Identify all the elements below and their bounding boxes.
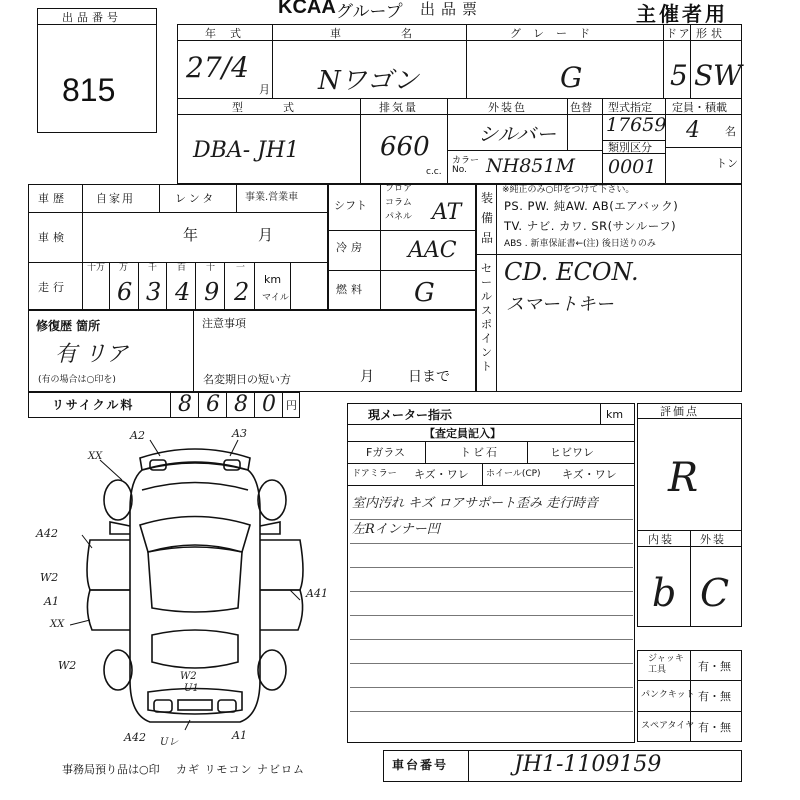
digit-header: 一 [236, 263, 246, 273]
recycle-digit: 8 [234, 392, 248, 417]
title-brand: KCAA [278, 0, 336, 18]
mark-a42-bottom: A42 [124, 731, 146, 744]
title-text: 出品票 [420, 0, 484, 18]
evaluation-score: R [668, 455, 699, 501]
mileage-label: 走行 [38, 281, 68, 294]
year-value: 27/4 [186, 51, 249, 84]
displacement-value: 660 [380, 132, 430, 162]
km-unit: km [264, 273, 282, 286]
puncture-kit-options: 有・無 [698, 690, 731, 703]
exterior-color-label: 外装色 [488, 101, 527, 114]
aircon-label: 冷房 [336, 241, 366, 254]
mileage-digit: 6 [117, 278, 133, 306]
wheel-label: ホイール(CP) [486, 469, 541, 479]
mark-a3-top: A3 [232, 427, 247, 440]
color-no-value: NH851M [486, 155, 575, 177]
repair-label: 修復歴 箇所 [36, 319, 101, 333]
mileage-digit: 4 [175, 278, 191, 306]
displacement-unit: c.c. [426, 167, 442, 177]
chassis-value: JH1-1109159 [514, 752, 662, 777]
meter-unit: km [606, 408, 624, 421]
chassis-label: 車台番号 [392, 758, 449, 772]
office-note: 事務局預り品は○印 [62, 763, 160, 776]
door-value: 5 [670, 59, 688, 92]
interior-label: 内装 [648, 533, 674, 546]
car-name-value: Nワゴン [318, 66, 419, 96]
yen-unit: 円 [286, 399, 297, 412]
capacity-label: 定員・積載 [672, 101, 727, 114]
puncture-kit-label: パンクキット [641, 690, 695, 700]
displacement-label: 排気量 [379, 101, 418, 114]
mark-a42-left: A42 [36, 527, 58, 540]
shift-value: AT [432, 200, 462, 225]
fuel-label: 燃料 [336, 283, 366, 296]
office-items: カギ リモコン ナビロム [176, 763, 305, 776]
history-private: 自家用 [96, 192, 135, 205]
mirror-label: ドアミラー [352, 469, 397, 479]
class-value: 0001 [608, 156, 657, 178]
equipment-note: ※純正のみ○印をつけて下さい。 [502, 185, 635, 195]
inspector-comment-1: 室内汚れ キズ ロアサポート歪み 走行時音 [352, 496, 599, 511]
car-name-label: 車名 [330, 27, 472, 40]
title-group: グループ [336, 2, 403, 22]
lot-number: 815 [62, 72, 116, 108]
jack-options: 有・無 [698, 660, 731, 673]
mark-xx-left: XX [50, 619, 65, 630]
mark-u-bottom: Uレ [160, 737, 179, 748]
color-no-label: カラーNo. [452, 156, 480, 175]
equipment-table [476, 184, 742, 392]
type-designation-value: 17659 [606, 114, 667, 136]
glass-crack: ヒビワレ [550, 446, 594, 459]
mark-xx-top: XX [88, 451, 103, 462]
short-period-label: 名変期日の短い方 [203, 373, 291, 386]
mark-a41-right: A41 [306, 587, 328, 600]
glass-chip: トビ石 [460, 446, 499, 459]
ton-unit: トン [716, 157, 738, 170]
inspector-comment-2: 左Rインナー凹 [352, 522, 440, 537]
interior-score: b [652, 571, 677, 615]
color-change-label: 色替 [570, 101, 592, 114]
equipment-line3: ABS . 新車保証書←(注) 後日送りのみ [504, 239, 656, 249]
mark-u1-rear: U1 [184, 683, 199, 694]
exterior-color-value: シルバー [478, 122, 557, 146]
sales-point-line2: スマートキー [506, 294, 614, 315]
mark-a1-left: A1 [44, 595, 59, 608]
type-designation-label: 型式指定 [608, 101, 652, 114]
history-label: 車歴 [38, 192, 68, 205]
spare-tire-label: スペアタイヤ [641, 721, 695, 731]
mark-a2-top: A2 [130, 429, 145, 442]
mark-w2-left2: W2 [58, 659, 77, 672]
mileage-digit: 3 [146, 278, 162, 306]
lot-number-label: 出品番号 [62, 11, 122, 24]
digit-header: 十万 [87, 263, 106, 273]
exterior-score: C [700, 571, 730, 615]
aircon-value: AAC [408, 238, 457, 263]
mark-w2-rear: W2 [180, 671, 197, 682]
mile-unit: マイル [262, 293, 289, 303]
mark-w2-left: W2 [40, 571, 59, 584]
digit-header: 十 [206, 263, 216, 273]
fuel-value: G [414, 278, 435, 308]
evaluation-label: 評価点 [660, 405, 699, 418]
spare-tire-options: 有・無 [698, 721, 731, 734]
year-label: 年式 [205, 27, 255, 40]
shift-label: シフト [334, 199, 367, 212]
month-unit: 月 [259, 83, 270, 96]
shift-floor: フロア [385, 184, 413, 194]
digit-header: 万 [119, 263, 129, 273]
mirror-options: キズ・ワレ [414, 468, 469, 481]
equipment-label: 装備品 [481, 191, 494, 245]
exterior-label: 外装 [700, 533, 726, 546]
history-rental: レンタ [175, 192, 217, 205]
jack-label: ジャッキ工具 [648, 654, 684, 675]
capacity-value: 4 [686, 118, 700, 143]
repair-value: 有 リア [55, 342, 128, 367]
inspector-heading: 【査定員記入】 [424, 427, 501, 440]
sales-point-line1: CD. ECON. [504, 258, 639, 286]
glass-label: Fガラス [366, 446, 405, 459]
wheel-options: キズ・ワレ [562, 468, 617, 481]
grade-label: グレード [510, 27, 602, 40]
grade-value: G [560, 61, 583, 94]
inspection-year-unit: 年 [183, 226, 199, 244]
door-label: ドア [666, 27, 692, 40]
notice-label: 注意事項 [202, 317, 246, 330]
shift-column: コラム [385, 198, 412, 208]
history-business: 事業.営業車 [245, 192, 299, 203]
recycle-digit: 8 [178, 392, 192, 417]
equipment-line1: PS. PW. 純AW. AB(エアバック) [504, 199, 679, 213]
meter-label: 現メーター指示 [368, 408, 453, 422]
car-damage-diagram [70, 427, 320, 750]
notice-month-unit: 月 [360, 369, 374, 385]
digit-header: 百 [177, 263, 187, 273]
model-value: DBA- JH1 [193, 138, 300, 163]
capacity-unit: 名 [725, 125, 736, 138]
equipment-line2: TV. ナビ. カワ. SR(サンルーフ) [504, 219, 677, 233]
sales-point-label: セールスポイント [481, 262, 492, 373]
repair-note: (有の場合は○印を) [38, 375, 116, 385]
class-label: 類別区分 [608, 141, 652, 154]
lot-number-box [37, 8, 157, 133]
mileage-digit: 2 [234, 278, 250, 306]
mark-a1-bottom: A1 [232, 729, 247, 742]
inspection-month-unit: 月 [258, 226, 274, 244]
recycle-digit: 6 [206, 392, 220, 417]
inspection-label: 車検 [38, 231, 68, 244]
notice-day-unit: 日まで [408, 369, 450, 385]
shape-label: 形状 [696, 27, 726, 40]
shape-value: SW [694, 59, 742, 92]
shift-panel: パネル [385, 212, 413, 222]
model-label: 型式 [232, 101, 334, 114]
organizer-label: 主催者用 [636, 2, 728, 26]
recycle-label: リサイクル料 [52, 398, 135, 412]
digit-header: 千 [148, 263, 158, 273]
recycle-digit: 0 [262, 392, 276, 417]
mileage-digit: 9 [204, 278, 220, 306]
